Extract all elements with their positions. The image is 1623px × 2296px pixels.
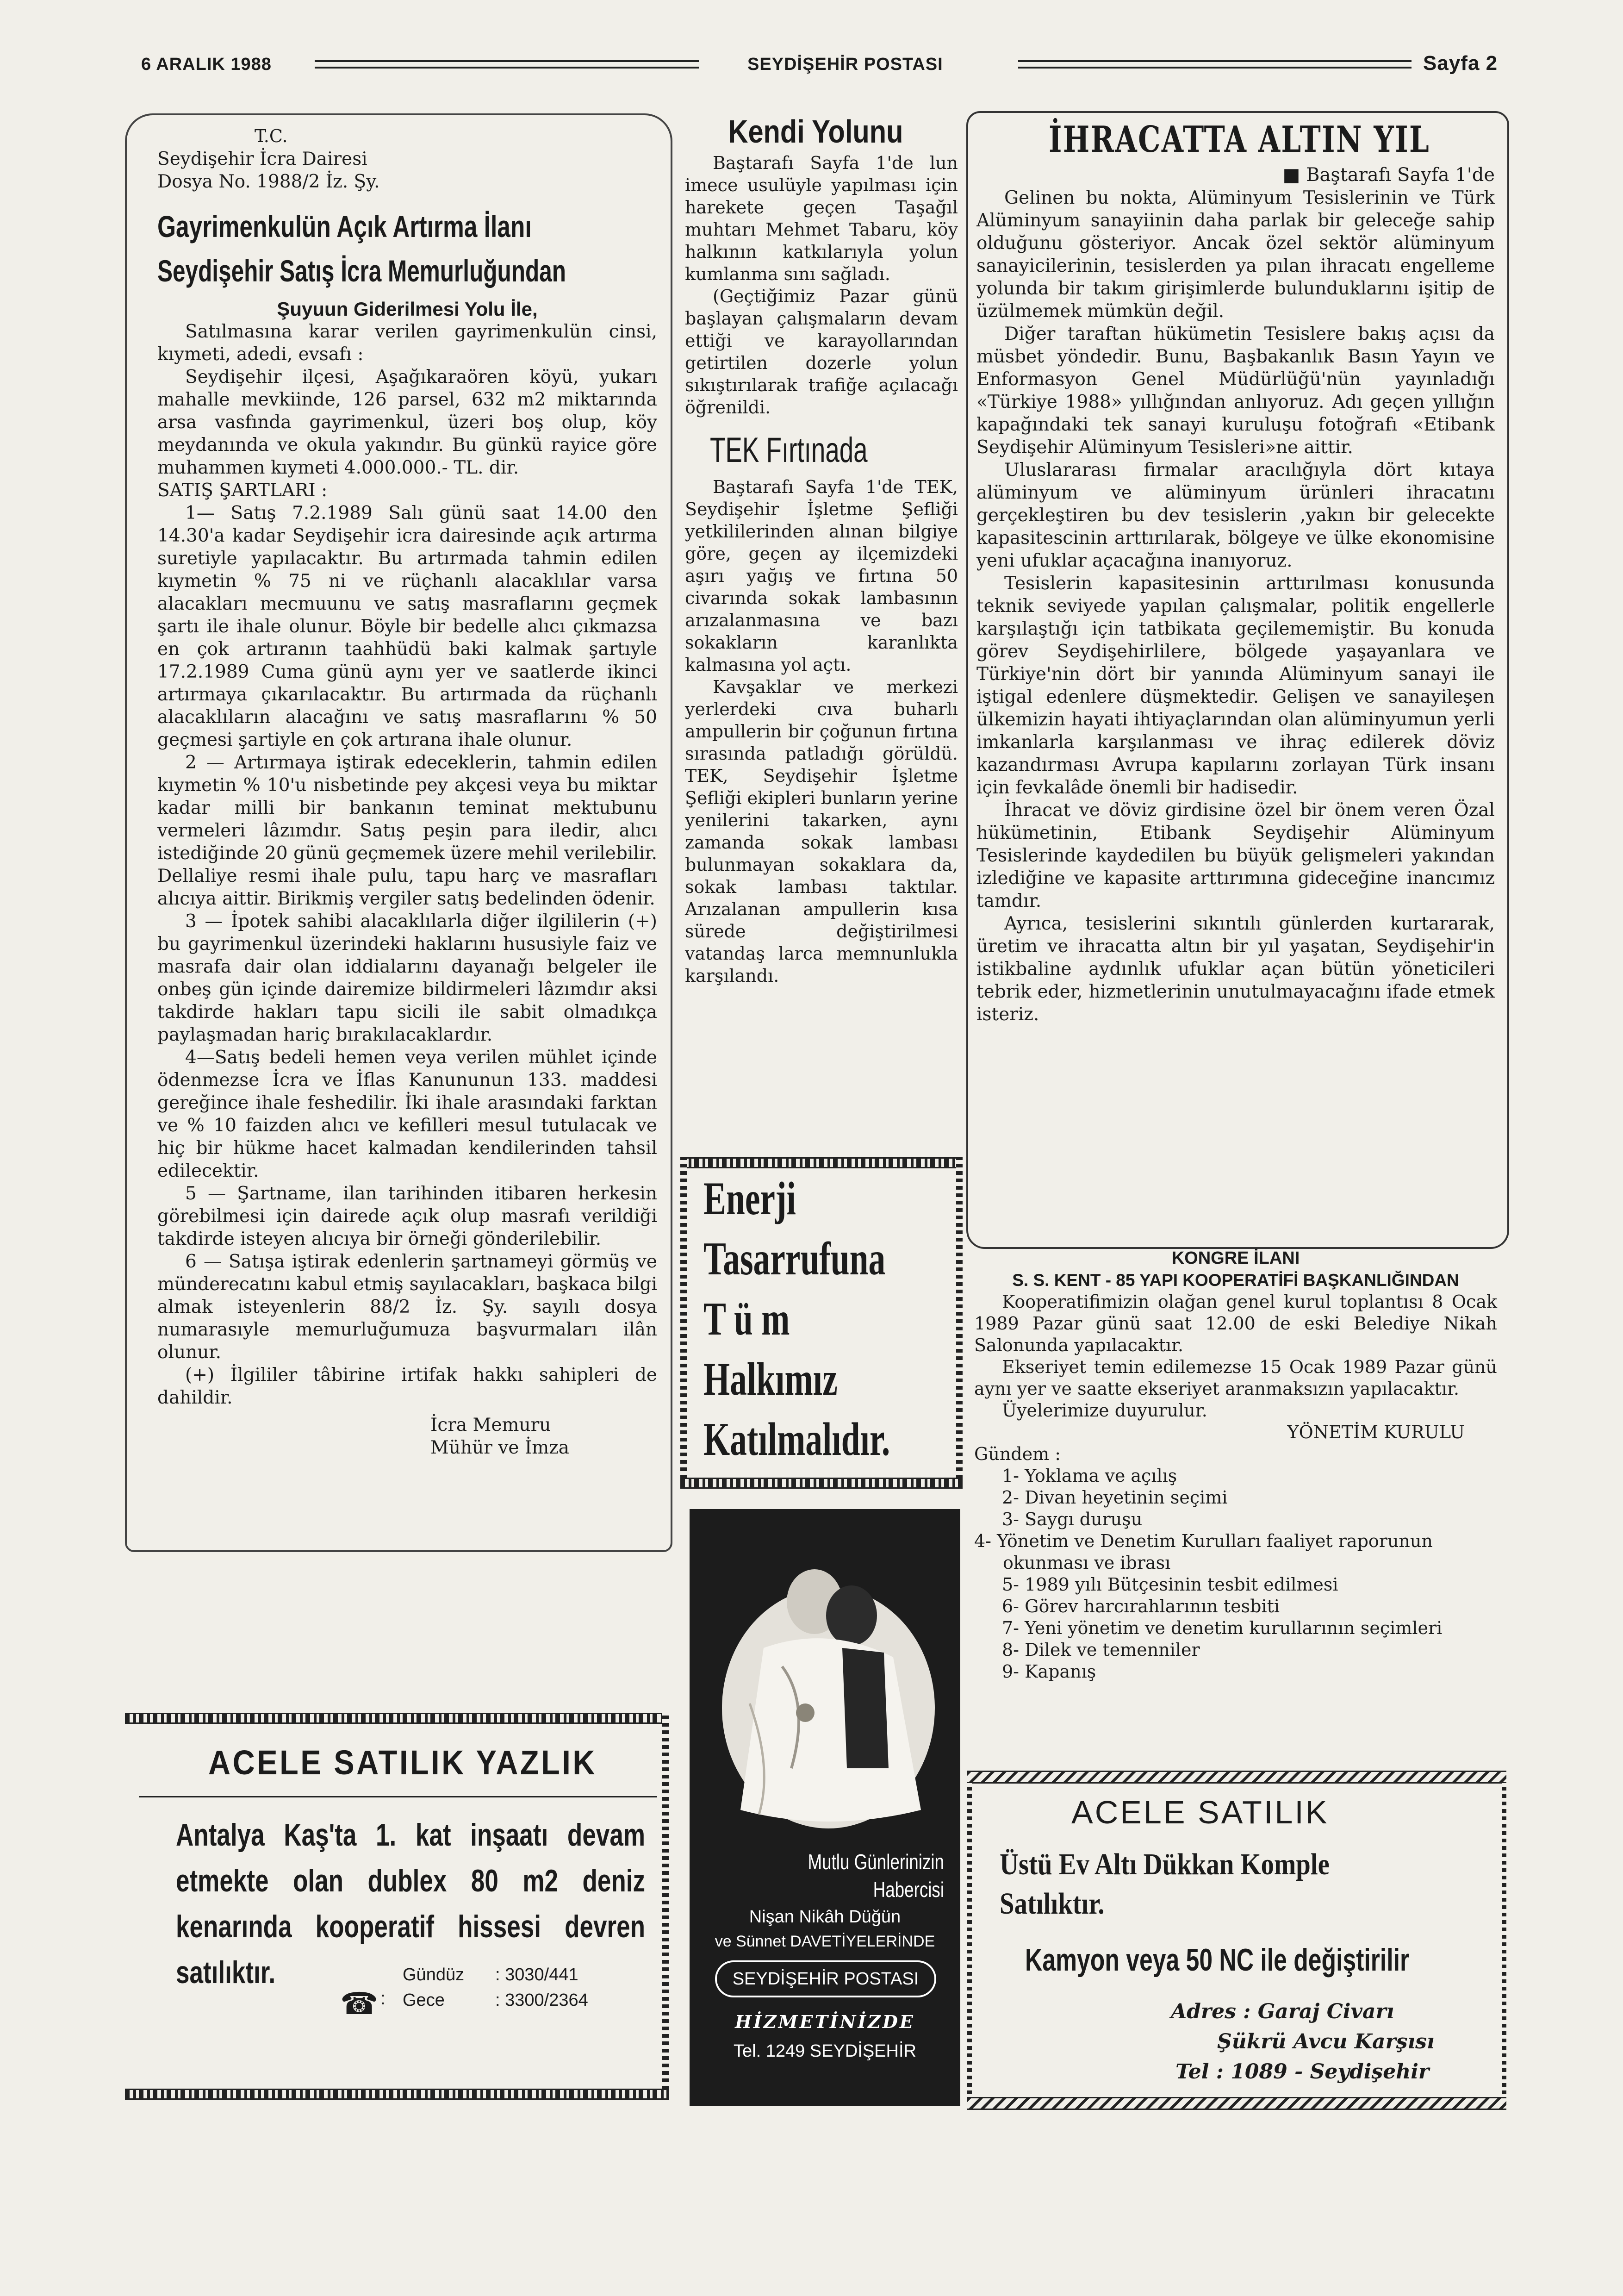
ihracat-p5: İhracat ve döviz girdisine özel bir önem veren Özal hükümetinin, Etibank Seydişehir Alüminyum Tesislerinde kaydedilen bu büyük gelişmeleri yakından izlediğine ve kapasite arttırımına gideceğine inancımız tamdır. bbox=[976, 800, 1495, 911]
ilan-office: Seydişehir İcra Dairesi bbox=[157, 149, 367, 169]
ihracat-p3: Uluslararası firmalar aracılığıyla dört kıtaya alüminyum ve alüminyum ürünleri ihracatını gerçekleştiren bu dev tesislerin ,yakın bir gelecekte kapasitescinin arttırılarak, bölgeye ve ülke ekonomisine yeni ufuklar açacağına inanıyoruz. bbox=[976, 460, 1495, 571]
ilan-m3: 3 — İpotek sahibi alacaklılarla diğer ilgililerin (+) bu gayrimenkul üzerindeki haklarını hususiyle faiz ve masrafa dair olan iddialarını dayanağı belgeler ile onbeş gün içinde dairemize bildirmeleri lâzımdır aksi takdirde hakları tapu sicili ile sabit olmadıkça paylaşmadan hariç bırakılacaklardır. bbox=[157, 911, 657, 1045]
yazlik-rule bbox=[139, 1796, 657, 1797]
satilik-title: ACELE SATILIK bbox=[1071, 1794, 1329, 1830]
satilik-a1: Adres : Garaj Civarı bbox=[1171, 2000, 1394, 2023]
yazlik-text: Antalya Kaş'ta 1. kat inşaatı devam etmekte olan dublex 80 m2 deniz kenarında kooperatif hissesi devren satılıktır. bbox=[176, 1817, 645, 1990]
yazlik-gunduz-label: Gündüz bbox=[403, 1965, 465, 1984]
satilik-l2: Satılıktır. bbox=[1000, 1887, 1105, 1921]
ilan-headline: Gayrimenkulün Açık Artırma İlanı bbox=[157, 209, 532, 243]
enerji-slogan bbox=[703, 1169, 890, 1470]
kongre-title: KONGRE İLANI bbox=[1171, 1248, 1300, 1268]
davetiye-l1: Mutlu Günlerinizin bbox=[808, 1850, 944, 1874]
ilan-sig2: Mühür ve İmza bbox=[430, 1437, 570, 1458]
agenda-item: 5- 1989 yılı Bütçesinin tesbit edilmesi bbox=[1002, 1574, 1338, 1595]
ihracat-cont bbox=[976, 164, 1495, 187]
ilan-p2: Seydişehir ilçesi, Aşağıkaraören köyü, yukarı mahalle mevkiinde, 126 parsel, 632 m2 miktarında arsa vasfında gayrimenkul, üzeri boş olup, köy meydanında ve okula yakındır. Bu günkü rayice göre muhammen kıymeti 4.000.000.- TL. dir. bbox=[157, 367, 657, 478]
ihracat-cont-text: Baştarafı Sayfa 1'de bbox=[1306, 164, 1495, 186]
agenda-item: 9- Kapanış bbox=[1002, 1661, 1096, 1682]
ihracat-p1: Gelinen bu nokta, Alüminyum Tesislerinin ve Türk Alüminyum sanayiinin daha parlak bir geleceğe sahip olduğunu gösteriyor. Ancak özel sektör alüminyum sanayicilerinin, tesislerden ya pılan ihracatı engelleme yolunda bir takım girişimlerde bulunduklarını işitip de üzülmemek mümkün değil. bbox=[976, 187, 1495, 322]
ihracat-p4: Tesislerin kapasitesinin arttırılması konusunda teknik seviyede yapılan çalışmalar, politik engellerle karşılaştığı için tatbikata geçilememiştir. Bu konuda görev Seydişehirlilere, bölgede yaşayanlara ve Türkiye'nin dört bir yanında Alüminyum sanayi ile iştigal edenlere düşmektedir. Gelişen ve sanayileşen ülkemizin hayati ihtiyaçlarından olan alüminyumun yerli imkanlarla karşılanması ve ihraç edilerek döviz kazandırması Avrupa kapılarını zorlayan Türk insanı için fevkalâde önemli bir hadisedir. bbox=[976, 573, 1495, 798]
kendi-p2: (Geçtiğimiz Pazar günü başlayan çalışmaların devam ettiği ve karayollarından getirtilen dozerle yolun sıkıştırılarak trafiğe açılacağı öğrenildi. bbox=[685, 286, 958, 418]
agenda-item: 2- Divan heyetinin seçimi bbox=[1002, 1487, 1228, 1508]
enerji-l5: Katılmalıdır. bbox=[703, 1413, 890, 1466]
kongre-p1: Kooperatifimizin olağan genel kurul toplantısı 8 Ocak 1989 Pazar günü saat 12.00 de eski Belediye Nikah Salonunda yapılacaktır. bbox=[974, 1292, 1497, 1355]
enerji-left-border bbox=[680, 1157, 687, 1486]
davetiye-l5: SEYDİŞEHİR POSTASI bbox=[715, 1960, 936, 1997]
bride-groom-illustration bbox=[690, 1509, 960, 1842]
satilik-top-border bbox=[967, 1771, 1506, 1784]
ilan-m5: 5 — Şartname, ilan tarihinden itibaren herkesin görebilmesi için dairede açık olup masrafı verildiği takdirde isteyen alıcıya bir örneği gönderilebilir. bbox=[157, 1183, 657, 1249]
agenda-item: 8- Dilek ve temenniler bbox=[1002, 1640, 1200, 1660]
enerji-right-border bbox=[956, 1157, 963, 1486]
ilan-tc: T.C. bbox=[255, 126, 288, 146]
yazlik-gece-label: Gece bbox=[403, 1990, 445, 2010]
ihracat-p2: Diğer taraftan hükümetin Tesislere bakış açısı da müsbet yöndedir. Bunu, Başbakanlık Basın Yayın ve Enformasyon Genel Müdürlüğü'nün yayınladığı «Türkiye 1988» yıllığından anlıyoruz. Adı geçen yıllığın kapağındaki tek sanayi kuruluşu fotoğrafı «Etibank Seydişehir Alüminyum Tesisleri»ne aittir. bbox=[976, 324, 1495, 458]
ilan-article bbox=[157, 125, 657, 1459]
ilan-sig1: İcra Memuru bbox=[430, 1415, 551, 1435]
davetiye-l4: ve Sünnet DAVETİYELERİNDE bbox=[715, 1933, 935, 1950]
yazlik-right-border bbox=[662, 1713, 669, 2097]
telephone-icon: ☎ bbox=[340, 1986, 379, 2021]
kongre-org: S. S. KENT - 85 YAPI KOOPERATİFİ BAŞKANLIĞINDAN bbox=[1012, 1271, 1459, 1290]
tek-p1: Baştarafı Sayfa 1'de TEK, Seydişehir İşletme Şefliği yetkililerinden alınan bilgiye göre, geçen ay ilçemizdeki aşırı yağış ve fırtına 50 civarında sokak lambasının arızalanmasına ve bazı sokakların karanlıkta kalmasına yol açtı. bbox=[685, 477, 958, 675]
ilan-subheadline: Seydişehir Satış İcra Memurluğundan bbox=[157, 254, 566, 288]
satilik-left-border bbox=[967, 1782, 972, 2102]
ilan-dosya: Dosya No. 1988/2 İz. Şy. bbox=[157, 171, 380, 192]
davetiye-l3: Nişan Nikâh Düğün bbox=[749, 1907, 901, 1927]
ilan-m4: 4—Satış bedeli hemen veya verilen mühlet içinde ödenmezse İcra ve İflas Kanununun 133. maddesi gereğince ihale feshedilir. İki ihale arasındaki farktan ve % 10 faizden alıcı ve kefilleri mesul tutulacak ve hiç bir hükme hacet kalmadan kendilerinden tahsil edilecektir. bbox=[157, 1047, 657, 1181]
enerji-top-border bbox=[680, 1157, 963, 1168]
enerji-l2: Tasarrufuna bbox=[703, 1233, 886, 1285]
ihracat-title: İHRACATTA ALTIN YIL bbox=[1049, 119, 1430, 161]
newspaper-name: SEYDİŞEHİR POSTASI bbox=[747, 55, 943, 74]
agenda-item: 3- Saygı duruşu bbox=[1002, 1509, 1143, 1529]
kongre-ilani bbox=[974, 1248, 1497, 1683]
ilan-m2: 2 — Artırmaya iştirak edeceklerin, tahmin edilen kıymetin % 10'u nisbetinde pey akçesi veya bu miktar kadar milli bir bankanın teminat mektubunu vermeleri lâzımdır. Satış peşin para iledir, alıcı istediğinde 20 günü geçmemek üzere mehil verilebilir. Dellaliye resmi ihale pulu, tapu harç ve masrafları alıcıya aittir. Birikmiş vergiler satış bedelinden ödenir. bbox=[157, 752, 657, 909]
kongre-gundem: Gündem : bbox=[974, 1444, 1061, 1464]
ilan-m1: 1— Satış 7.2.1989 Salı günü saat 14.00 den 14.30'a kadar Seydişehir icra dairesinde açık artırma suretiyle yapılacaktır. Bu artırmada tahmin edilen kıymetin % 75 ni ve rüçhanlı alacaklılar varsa alacakları mecmuunu ve satış masraflarını geçmek şartı ile ihale olunur. Böyle bir bedelle alıcı çıkmazsa en çok artıranın taahhüdü baki kalmak şartıyle 17.2.1989 Cuma günü aynı yer ve saatlerde ikinci artırmaya çıkarılacaktır. Bu artırmada da rüçhanlı alacaklıların alacağını ve satış masraflarını % 50 geçmesi şartiyle en çok artırana ihale olunur. bbox=[157, 503, 657, 750]
kendi-yolunu-title: Kendi Yolunu bbox=[728, 113, 903, 150]
yazlik-colon: : bbox=[380, 1988, 386, 2009]
kongre-p3: Üyelerimize duyurulur. bbox=[1002, 1400, 1207, 1421]
agenda-item: 1- Yoklama ve açılış bbox=[1002, 1466, 1177, 1486]
yazlik-top-border bbox=[125, 1713, 669, 1724]
page-number: Sayfa 2 bbox=[1423, 52, 1498, 75]
tek-title: TEK Fırtınada bbox=[710, 430, 868, 470]
satilik-a3: Tel : 1089 - Seydişehir bbox=[1175, 2060, 1430, 2084]
yazlik-gece: : 3300/2364 bbox=[495, 1990, 588, 2010]
ihracat-p6: Ayrıca, tesislerini sıkıntılı günlerden kurtararak, üretim ve ihracatta altın bir yıl yaşatan, Seydişehir'in istikbaline aydınlık ufuklar açan bütün yöneticileri tebrik eder, hizmetlerinin unutulmayacağını ifade etmek isteriz. bbox=[976, 913, 1495, 1025]
kendi-yolunu-article bbox=[685, 111, 958, 987]
kongre-p2: Ekseriyet temin edilemezse 15 Ocak 1989 Pazar günü aynı yer ve saatte ekseriyet aranmaksızın yapılacaktır. bbox=[974, 1357, 1497, 1399]
enerji-l1: Enerji bbox=[703, 1173, 796, 1225]
kendi-p1: Baştarafı Sayfa 1'de lun imece usulüyle yapılması için harekete geçen Taşağıl muhtarı Mehmet Tabaru, köy halkının katkılarıyla yolun kumlanma sını sağladı. bbox=[685, 153, 958, 284]
ilan-sartlar: SATIŞ ŞARTLARI : bbox=[157, 480, 328, 501]
ilan-m6: 6 — Satışa iştirak edenlerin şartnameyi görmüş ve münderecatını kabul etmiş sayılacakları, başkaca bilgi almak isteyenlerin 88/2 İz. Şy. sayılı dosya numarasıyle memurluğumuza başvurmaları ilân olunur. bbox=[157, 1251, 657, 1363]
satilik-right-border bbox=[1502, 1782, 1506, 2102]
yazlik-title: ACELE SATILIK YAZLIK bbox=[208, 1743, 597, 1782]
issue-date: 6 ARALIK 1988 bbox=[141, 55, 272, 74]
enerji-bottom-border bbox=[680, 1478, 963, 1489]
yazlik-gunduz: : 3030/441 bbox=[495, 1965, 578, 1984]
ilan-p1: Satılmasına karar verilen gayrimenkulün cinsi, kıymeti, adedi, evsafı : bbox=[157, 321, 657, 365]
ihracat-article bbox=[976, 116, 1495, 1026]
satilik-l3: Kamyon veya 50 NC ile değiştirilir bbox=[1025, 1942, 1410, 1978]
bullet-square-icon: ■ bbox=[1282, 164, 1306, 186]
enerji-l3: T ü m bbox=[703, 1293, 790, 1345]
agenda-item: 7- Yeni yönetim ve denetim kurullarının seçimleri bbox=[1002, 1618, 1443, 1638]
davetiye-l6: HİZMETİNİZDE bbox=[735, 2011, 915, 2032]
enerji-l4: Halkımız bbox=[703, 1353, 838, 1405]
tek-p2: Kavşaklar ve merkezi yerlerdeki cıva buharlı ampullerin bir çoğunun fırtına sırasında patladığı görüldü. TEK, Seydişehir İşletme Şefliği ekipleri bunların yerine yenilerini takarken, aynı zamanda sokak lambası bulunmayan sokaklara da, sokak lambası taktılar. Arızalanan ampullerin kısa sürede değiştirilmesi vatandaş larca memnunlukla karşılandı. bbox=[685, 677, 958, 986]
header-rule-right bbox=[1018, 60, 1412, 69]
satilik-a2: Şükrü Avcu Karşısı bbox=[1217, 2030, 1435, 2053]
agenda-item: 6- Görev harcırahlarının tesbiti bbox=[1002, 1596, 1280, 1616]
satilik-l1: Üstü Ev Altı Dükkan Komple bbox=[1000, 1847, 1330, 1881]
satilik-bottom-border bbox=[967, 2097, 1506, 2110]
yazlik-bottom-border bbox=[125, 2089, 669, 2100]
davetiye-l2: Habercisi bbox=[873, 1878, 944, 1902]
ilan-subtitle: Şuyuun Giderilmesi Yolu İle, bbox=[277, 298, 538, 320]
davetiye-l7: Tel. 1249 SEYDİŞEHİR bbox=[734, 2041, 916, 2061]
davetiye-ad bbox=[690, 1509, 960, 2106]
kongre-agenda-list bbox=[974, 1465, 1497, 1683]
kongre-sign: YÖNETİM KURULU bbox=[1287, 1422, 1465, 1442]
agenda-item: 4- Yönetim ve Denetim Kurulları faaliyet raporunun okunması ve ibrası bbox=[974, 1531, 1433, 1573]
ilan-m7: (+) İlgililer tâbirine irtifak hakkı sahipleri de dahildir. bbox=[157, 1365, 657, 1408]
header-rule-left bbox=[315, 60, 699, 69]
